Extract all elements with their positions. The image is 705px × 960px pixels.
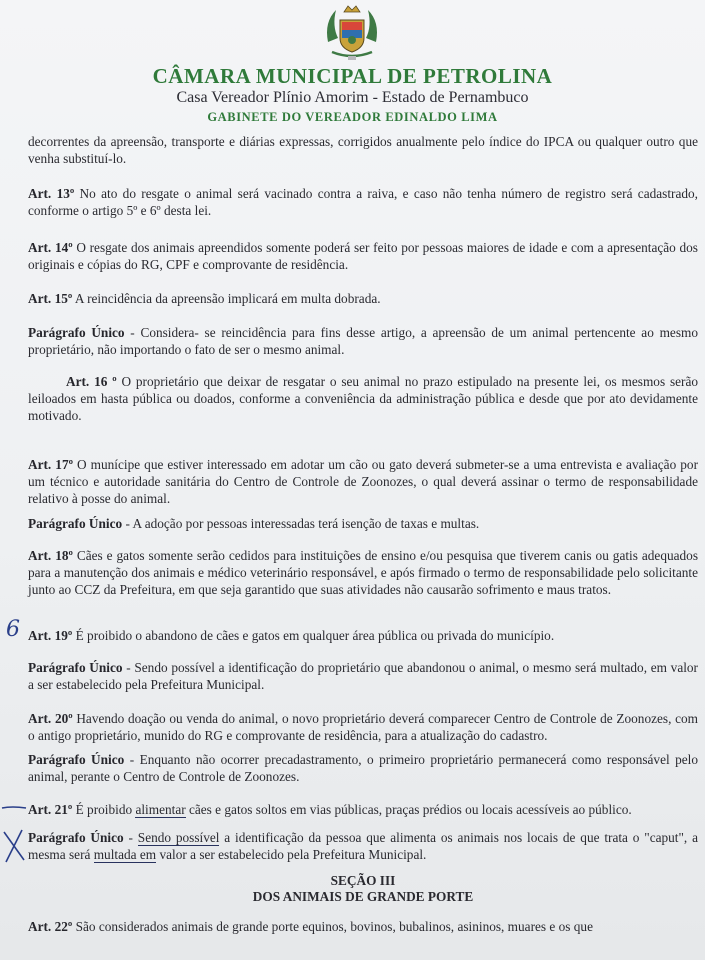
- chamber-title: CÂMARA MUNICIPAL DE PETROLINA: [152, 64, 553, 88]
- article-20-sole-paragraph: Parágrafo Único - Enquanto não ocorrer precadastramento, o primeiro proprietário permanecerá como responsável pelo animal, perante o Centro de Controle de Zoonozes.: [28, 752, 699, 784]
- handwritten-number-mark: 6: [6, 617, 20, 642]
- article-18: Art. 18º Cães e gatos somente serão cedidos para instituições de ensino e/ou pesquisa que tiverem canis ou gatis adequados para a manutenção dos animais e médico veterinário responsável, e após firmado o termo de responsabilidade pelo solicitante junto ao CCZ da Prefeitura, em que seja garantido que suas atividades não causarão sofrimento e maus tratos.: [28, 548, 698, 597]
- article-20: Art. 20º Havendo doação ou venda do animal, o novo proprietário deverá comparecer Centro de Controle de Zoonozes, com o antigo proprietário, munido do RG e comprovante de residência, para a atualização do cadastro.: [28, 711, 698, 743]
- article-19: Art. 19º É proibido o abandono de cães e gatos em qualquer área pública ou privada do município.: [28, 628, 555, 643]
- paragraph-continuation: decorrentes da apreensão, transporte e diárias expressas, corrigidos anualmente pelo índice do IPCA ou qualquer outro que venha substituí-lo.: [28, 134, 698, 166]
- section-subtitle: DOS ANIMAIS DE GRANDE PORTE: [252, 889, 474, 904]
- underlined-possible: Sendo possível: [137, 830, 220, 845]
- article-19-sole-paragraph: Parágrafo Único - Sendo possível a identificação do proprietário que abandonou o animal, o mesmo será multado, em valor a ser estabelecido pela Prefeitura Municipal.: [28, 660, 698, 692]
- municipal-coat-of-arms-icon: [320, 2, 384, 64]
- underlined-feed: alimentar: [135, 802, 186, 817]
- underlined-fined: multada em: [93, 847, 157, 862]
- article-15-sole-paragraph: Parágrafo Único - Considera- se reincidência para fins desse artigo, a apreensão de um animal pertencente ao mesmo proprietário, não importando o fato de ser o mesmo animal.: [28, 325, 698, 357]
- article-17: Art. 17º O munícipe que estiver interessado em adotar um cão ou gato deverá submeter-se a uma entrevista e avaliação por um técnico e autoridade sanitária do Centro de Controle de Zoonozes, o qual deverá assinar o termo de responsabilidade relativo à posse do animal.: [28, 457, 698, 506]
- section-title: SEÇÃO III: [330, 873, 396, 888]
- article-22: Art. 22º São considerados animais de grande porte equinos, bovinos, bubalinos, asininos, muares e os que: [28, 919, 593, 934]
- handwritten-cross-mark: [0, 826, 30, 866]
- article-13: Art. 13º No ato do resgate o animal será vacinado contra a raiva, e caso não tenha número de registro será cadastrado, conforme o artigo 5º e 6º desta lei.: [28, 186, 698, 218]
- article-16: Art. 16 º O proprietário que deixar de resgatar o seu animal no prazo estipulado na presente lei, os mesmos serão leiloados em hasta pública ou doados, conforme a conveniência da administração pública e desde que por ato devidamente motivado.: [28, 374, 699, 423]
- article-15: Art. 15º A reincidência da apreensão implicará em multa dobrada.: [28, 291, 381, 306]
- office-name: GABINETE DO VEREADOR EDINALDO LIMA: [207, 110, 498, 124]
- handwritten-dash-mark: [0, 796, 30, 816]
- article-21: Art. 21º É proibido alimentar cães e gatos soltos em vias públicas, praças prédios ou locais acessíveis ao público.: [28, 802, 632, 817]
- article-17-sole-paragraph: Parágrafo Único - A adoção por pessoas interessadas terá isenção de taxas e multas.: [28, 516, 480, 531]
- article-21-sole-paragraph: Parágrafo Único - Sendo possível a identificação da pessoa que alimenta os animais nos locais de que trata o "caput", a mesma será multada em valor a ser estabelecido pela Prefeitura Municipal.: [28, 830, 698, 862]
- article-14: Art. 14º O resgate dos animais apreendidos somente poderá ser feito por pessoas maiores de idade e com a apresentação dos originais e cópias do RG, CPF e comprovante de residência.: [28, 240, 698, 272]
- chamber-subtitle: Casa Vereador Plínio Amorim - Estado de Pernambuco: [176, 89, 529, 106]
